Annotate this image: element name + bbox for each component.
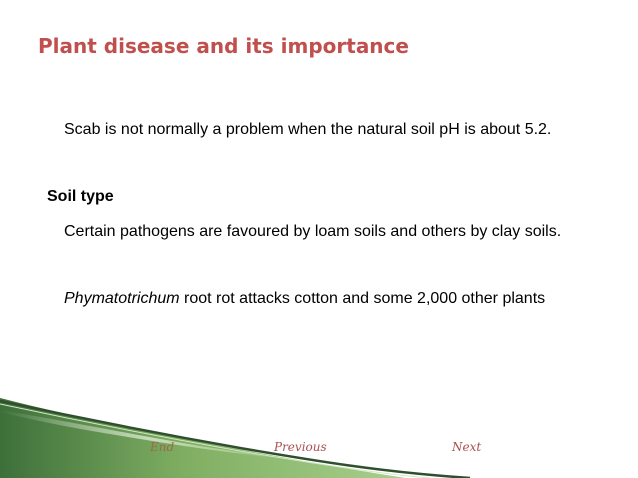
previous-link[interactable]: Previous [274,440,327,454]
paragraph-scab: Scab is not normally a problem when the natural soil pH is about 5.2. [64,121,552,138]
paragraph-phymatotrichum-rest: root rot attacks cotton and some 2,000 other plants [179,290,546,307]
heading-soil-type: Soil type [47,188,114,205]
slide-title: Plant disease and its importance [38,34,409,58]
next-link[interactable]: Next [452,440,482,454]
phymatotrichum-term: Phymatotrichum [64,290,180,307]
end-link[interactable]: End [150,440,175,454]
paragraph-pathogens: Certain pathogens are favoured by loam soils and others by clay soils. [64,223,562,240]
